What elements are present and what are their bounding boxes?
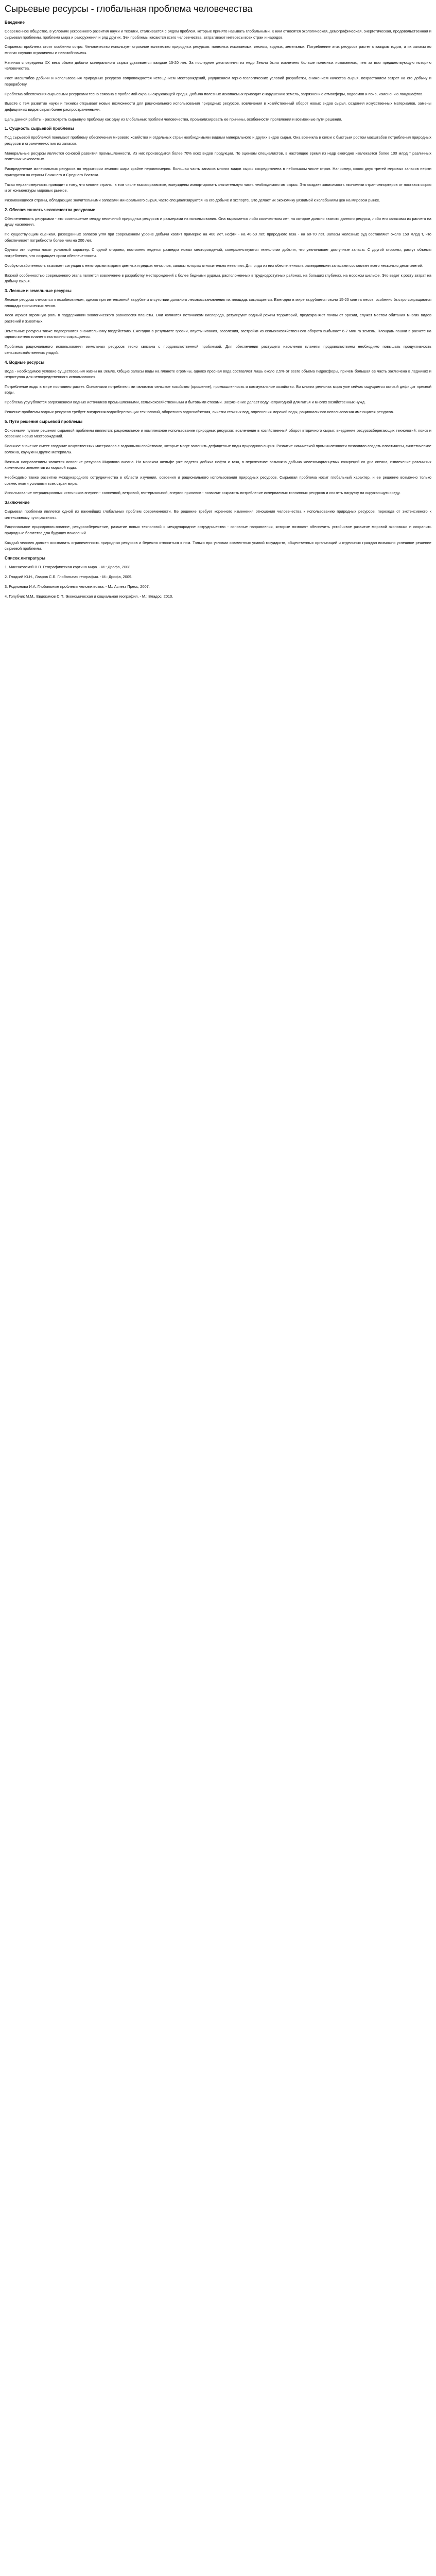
section-heading: Введение [5, 20, 25, 25]
paragraph: Использование нетрадиционных источников энергии - солнечной, ветровой, геотермальной, энергии приливов - позволит сократить потребление исчерпаемых топливных ресурсов и снизить нагрузку на окружающую среду. [5, 490, 400, 496]
paragraph: Под сырьевой проблемой понимают проблему обеспечения мирового хозяйства и отдельных стран необходимыми видами минерального и других видов сырья. Она возникла в связи с быстрым ростом масштабов потребления природных ресурсов и ограниченностью их запасов. [5, 135, 431, 146]
section-heading: 4. Водные ресурсы [5, 360, 45, 365]
paragraph: Большое значение имеет создание искусственных материалов с заданными свойствами, которые могут заменить дефицитные виды природного сырья. Развитие химической промышленности позволило создать пластмассы, синтетические волокна, каучуки и другие материалы. [5, 444, 431, 454]
paragraph: Развивающиеся страны, обладающие значительными запасами минерального сырья, часто специализируются на его добыче и экспорте. Это делает их экономику уязвимой к колебаниям цен на мировом рынке. [5, 197, 380, 202]
paragraph: 3. Родионова И.А. Глобальные проблемы человечества. - М.: Аспект Пресс, 2007. [5, 584, 150, 589]
paragraph: Рост масштабов добычи и использования природных ресурсов сопровождается истощением месторождений, ухудшением горно-геологических условий разработки, снижением качества сырья, возрастанием затрат на его добычу и переработку. [5, 76, 431, 87]
paragraph: Решение проблемы водных ресурсов требует внедрения водосберегающих технологий, оборотного водоснабжения, очистки сточных вод, опреснения морской воды, рационального использования имеющихся ресурсов. [5, 410, 394, 415]
paragraph: Рациональное природопользование, ресурсосбережение, развитие новых технологий и международное сотрудничество - основные направления, которые позволят обеспечить устойчивое развитие мировой экономики и сохранить природные богатства для будущих поколений. [5, 524, 431, 536]
paragraph: Основными путями решения сырьевой проблемы являются: рациональное и комплексное использование природных ресурсов; вовлечение в хозяйственный оборот вторичного сырья; внедрение ресурсосберегающих технологий; поиск и освоение новых месторождений. [5, 428, 431, 439]
paragraph: 2. Гладкий Ю.Н., Лавров С.Б. Глобальная география. - М.: Дрофа, 2009. [5, 574, 133, 579]
paragraph: Цель данной работы - рассмотреть сырьевую проблему как одну из глобальных проблем человечества, проанализировать ее причины, особенности проявления и возможные пути решения. [5, 116, 342, 122]
section-heading: 2. Обеспеченность человечества ресурсами [5, 207, 96, 212]
paragraph: Леса играют огромную роль в поддержании экологического равновесия планеты. Они являются источником кислорода, регулируют водный режим территорий, предохраняют почвы от эрозии, служат местом обитания многих видов растений и животных. [5, 313, 431, 324]
paragraph: Земельные ресурсы также подвергаются значительному воздействию. Ежегодно в результате эрозии, опустынивания, засоления, застройки из сельскохозяйственного оборота выбывает 6-7 млн га земель. Площадь пашни в расчете на одного жителя планеты постоянно сокращается. [5, 328, 431, 340]
section-heading: 5. Пути решения сырьевой проблемы [5, 419, 83, 424]
paragraph: Современное общество, в условиях ускоренного развития науки и техники, сталкивается с рядом проблем, которые принято называть глобальными. К ним относятся экологическая, демографическая, энергетическая, продовольственная и сырьевая проблемы, проблема мира и разоружения и ряд других. Эти проблемы касаются всего человечества, затрагивают интересы всех стран и народов. [5, 29, 431, 40]
paragraph: Проблема рационального использования земельных ресурсов тесно связана с продовольственной проблемой. Для обеспечения растущего населения планеты продовольствием необходимо повышать продуктивность сельскохозяйственных угодий. [5, 344, 431, 355]
paragraph: Особую озабоченность вызывает ситуация с некоторыми видами цветных и редких металлов, запасы которых относительно невелики. Для ряда из них обеспеченность разведанными запасами составляет всего несколько десятилетий. [5, 263, 423, 268]
paragraph: Такая неравномерность приводит к тому, что многие страны, в том числе высокоразвитые, вынуждены импортировать значительную часть необходимого им сырья. Это создает зависимость экономики стран-импортеров от поставок сырья и от конъюнктуры мировых рынков. [5, 182, 431, 193]
section-heading: 1. Сущность сырьевой проблемы [5, 126, 74, 131]
paragraph: Вместе с тем развитие науки и техники открывает новые возможности для рационального использования природных ресурсов, вовлечения в хозяйственный оборот новых видов сырья, создания искусственных материалов, замены дефицитных видов сырья более распространенными. [5, 101, 431, 112]
paragraph: Потребление воды в мире постоянно растет. Основными потребителями являются сельское хозяйство (орошение), промышленность и коммунальное хозяйство. Во многих регионах мира уже сейчас ощущается острый дефицит пресной воды. [5, 384, 431, 395]
paragraph: По существующим оценкам, разведанных запасов угля при современном уровне добычи хватит примерно на 400 лет, нефти - на 40-50 лет, природного газа - на 60-70 лет. Запасы железных руд составляют около 150 млрд т, что обеспечивает потребности более чем на 200 лет. [5, 232, 431, 243]
paragraph: Проблема обеспечения сырьевыми ресурсами тесно связана с проблемой охраны окружающей среды. Добыча полезных ископаемых приводит к нарушению земель, загрязнению атмосферы, водоемов и почв, изменению ландшафтов. [5, 91, 424, 96]
paragraph: Каждый человек должен осознавать ограниченность природных ресурсов и бережно относиться к ним. Только при условии совместных усилий государств, общественных организаций и отдельных граждан возможно успешное решение сырьевой проблемы. [5, 540, 431, 551]
section-heading: 3. Лесные и земельные ресурсы [5, 289, 72, 293]
paragraph: Лесные ресурсы относятся к возобновимым, однако при интенсивной вырубке и отсутствии должного лесовосстановления их площадь сокращается. Ежегодно в мире вырубается около 15-20 млн га лесов, особенно быстро сокращаются площади тропических лесов. [5, 297, 431, 308]
paragraph: Сырьевая проблема является одной из важнейших глобальных проблем современности. Ее решение требует коренного изменения отношения человечества к использованию природных ресурсов, перехода от экстенсивного к интенсивному пути развития. [5, 509, 431, 520]
paragraph: Минеральные ресурсы являются основой развития промышленности. Из них производится более 70% всех видов продукции. По оценкам специалистов, в настоящее время из недр ежегодно извлекается более 100 млрд т различных полезных ископаемых. [5, 150, 431, 162]
paragraph: Обеспеченность ресурсами - это соотношение между величиной природных ресурсов и размерами их использования. Она выражается либо количеством лет, на которое должно хватить данного ресурса, либо его запасами из расчета на душу населения. [5, 216, 431, 227]
paragraph: Начиная с середины XX века объем добычи минерального сырья удваивается каждые 15-20 лет. За последние десятилетия из недр Земли было извлечено больше полезных ископаемых, чем за всю предшествующую историю человечества. [5, 60, 431, 71]
paragraph: 4. Голубчик М.М., Евдокимов С.П. Экономическая и социальная география. - М.: Владос, 2010. [5, 594, 173, 599]
paragraph: Необходимо также развитие международного сотрудничества в области изучения, освоения и рационального использования природных ресурсов. Сырьевая проблема носит глобальный характер, и ее решение возможно только совместными усилиями всех стран мира. [5, 474, 431, 486]
document-body [5, 20, 431, 599]
document-title: Сырьевые ресурсы - глобальная проблема человечества [5, 4, 253, 14]
paragraph: Распределение минеральных ресурсов по территории земного шара крайне неравномерно. Большая часть запасов многих видов сырья сосредоточена в небольшом числе стран. Например, около двух третей мировых запасов нефти приходится на страны Ближнего и Среднего Востока. [5, 166, 431, 177]
paragraph: Сырьевая проблема стоит особенно остро. Человечество использует огромное количество природных ресурсов: полезных ископаемых, лесных, водных, земельных. Потребление этих ресурсов растет с каждым годом, а их запасы во многих случаях ограничены и невозобновимы. [5, 44, 431, 55]
section-heading: Список литературы [5, 556, 45, 561]
section-heading: Заключение [5, 500, 30, 505]
paragraph: Вода - необходимое условие существования жизни на Земле. Общие запасы воды на планете огромны, однако пресная вода составляет лишь около 2,5% от всего объема гидросферы, причем большая ее часть заключена в ледниках и недоступна для непосредственного использования. [5, 368, 431, 380]
paragraph: Однако эти оценки носят условный характер. С одной стороны, постоянно ведется разведка новых месторождений, совершенствуются технологии добычи, что увеличивает доступные запасы. С другой стороны, растут объемы потребления, что сокращает сроки обеспеченности. [5, 247, 431, 259]
paragraph: 1. Максаковский В.П. Географическая картина мира. - М.: Дрофа, 2008. [5, 565, 132, 570]
paragraph: Важной особенностью современного этапа является вовлечение в разработку месторождений с более бедными рудами, расположенных в труднодоступных районах, на больших глубинах, на морском шельфе. Это ведет к росту затрат на добычу сырья. [5, 273, 431, 284]
document-page [0, 0, 436, 613]
paragraph: Проблема усугубляется загрязнением водных источников промышленными, сельскохозяйственными и бытовыми стоками. Загрязнение делает воду непригодной для питья и многих хозяйственных нужд. [5, 400, 366, 405]
paragraph: Важным направлением является освоение ресурсов Мирового океана. На морском шельфе уже ведется добыча нефти и газа, в перспективе возможна добыча железомарганцевых конкреций со дна океана, извлечение различных химических элементов из морской воды. [5, 459, 431, 470]
